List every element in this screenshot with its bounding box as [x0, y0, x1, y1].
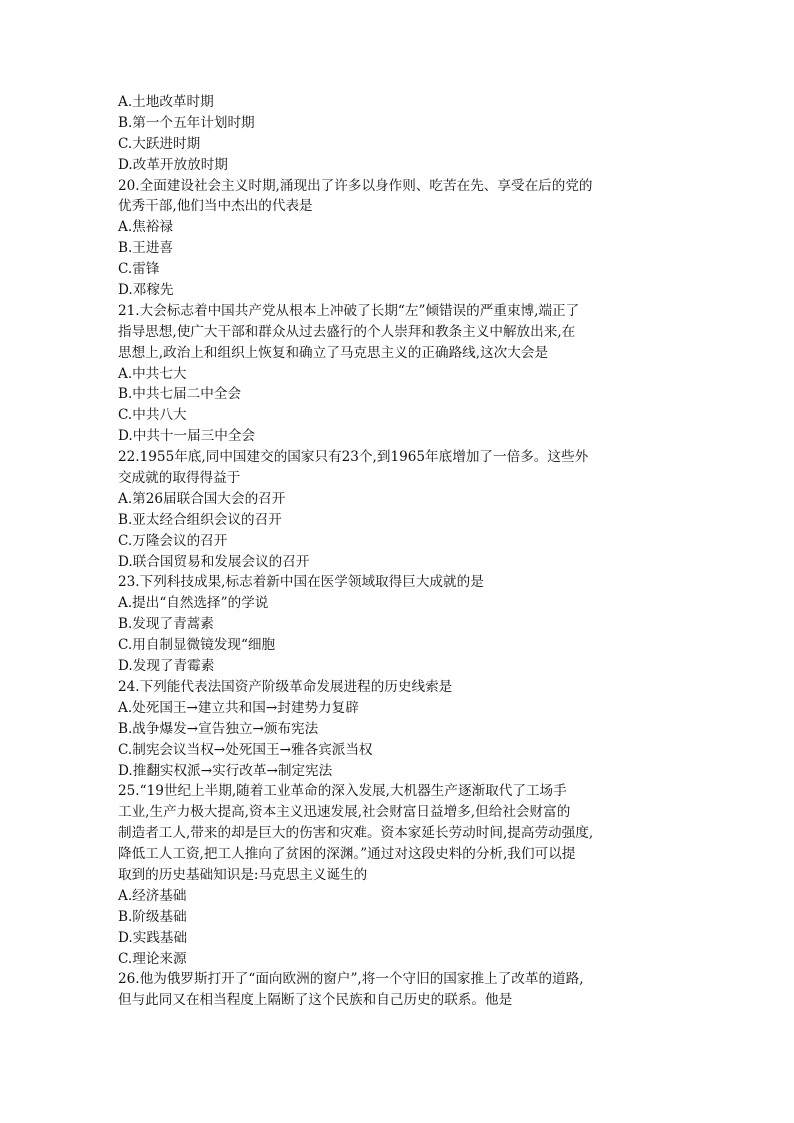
- option-21b: B.中共七届二中全会: [118, 386, 242, 403]
- option-19b: B.第一个五年计划时期: [118, 114, 255, 131]
- option-22b: B.亚太经合组织会议的召开: [118, 511, 282, 528]
- option-25b: B.阶级基础: [118, 908, 187, 925]
- option-21a: A.中共七大: [118, 365, 187, 382]
- option-20c: C.雷锋: [118, 261, 160, 278]
- option-24b: B.战争爆发→宣告独立→颁布宪法: [118, 720, 319, 737]
- option-22c: C.万隆会议的召开: [118, 532, 228, 549]
- option-21c: C.中共八大: [118, 407, 187, 424]
- option-21d: D.中共十一届三中全会: [118, 428, 256, 445]
- question-25-line-1: 25.“19世纪上半期,随着工业革命的深入发展,大机器生产逐渐取代了工场手: [118, 783, 567, 800]
- option-25d: D.实践基础: [118, 929, 188, 946]
- question-20-line-1: 20.全面建设社会主义时期,涌现出了许多以身作则、吃苦在先、享受在后的党的: [118, 177, 593, 194]
- question-20-line-2: 优秀干部,他们当中杰出的代表是: [118, 198, 313, 215]
- option-23b: B.发现了青蒿素: [118, 616, 214, 633]
- option-19a: A.土地改革时期: [118, 94, 214, 110]
- question-25-line-3: 制造者工人,带来的却是巨大的伤害和灾难。资本家延长劳动时间,提高劳动强度,: [118, 825, 594, 842]
- option-23a: A.提出“自然选择”的学说: [118, 595, 269, 612]
- question-25-line-4: 降低工人工资,把工人推向了贫困的深渊。”通过对这段史料的分析,我们可以提: [118, 846, 576, 863]
- document-page: [118, 92, 678, 1011]
- option-20a: A.焦裕禄: [118, 219, 173, 236]
- question-21-line-1: 21.大会标志着中国共产党从根本上冲破了长期“左”倾错误的严重束博,端正了: [118, 302, 580, 319]
- option-24a: A.处死国王→建立共和国→封建势力复辟: [118, 699, 359, 716]
- question-23: 23.下列科技成果,标志着新中国在医学领域取得巨大成就的是: [118, 574, 484, 591]
- question-21-line-2: 指导思想,使广大干部和群众从过去盛行的个人崇拜和教条主义中解放出来,在: [118, 323, 576, 340]
- option-22d: D.联合国贸易和发展会议的召开: [118, 553, 310, 570]
- option-23c: C.用自制显微镜发现“细胞: [118, 637, 276, 654]
- option-20b: B.王进喜: [118, 240, 174, 257]
- option-22a: A.第26届联合国大会的召开: [118, 490, 286, 507]
- option-23d: D.发现了青霉素: [118, 658, 215, 675]
- question-24: 24.下列能代表法国资产阶级革命发展进程的历史线索是: [118, 678, 453, 695]
- option-25c: C.理论来源: [118, 950, 187, 967]
- question-22-line-1: 22.1955年底,同中国建交的国家只有23个,到1965年底增加了一倍多。这些外: [118, 449, 589, 466]
- question-26-line-1: 26.他为俄罗斯打开了“面向欧洲的窗户”,将一个守旧的国家推上了改革的道路,: [118, 971, 584, 988]
- question-21-line-3: 思想上,政治上和组织上恢复和确立了马克思主义的正确路线,这次大会是: [118, 344, 549, 361]
- option-19c: C.大跃进时期: [118, 135, 201, 152]
- option-25a: A.经济基础: [118, 887, 187, 904]
- option-24d: D.推翻实权派→实行改革→制定宪法: [118, 762, 333, 779]
- question-25-line-2: 工业,生产力极大提高,资本主义迅速发展,社会财富日益增多,但给社会财富的: [118, 804, 571, 821]
- question-26-line-2: 但与此同又在相当程度上隔断了这个民族和自己历史的联系。他是: [118, 992, 513, 1009]
- option-24c: C.制宪会议当权→处死国王→雅各宾派当权: [118, 741, 373, 758]
- question-25-line-5: 取到的历史基础知识是:马克思主义诞生的: [118, 866, 368, 883]
- option-20d: D.邓稼先: [118, 282, 174, 299]
- option-19d: D.改革开放放时期: [118, 156, 228, 173]
- question-22-line-2: 交成就的取得得益于: [118, 470, 241, 487]
